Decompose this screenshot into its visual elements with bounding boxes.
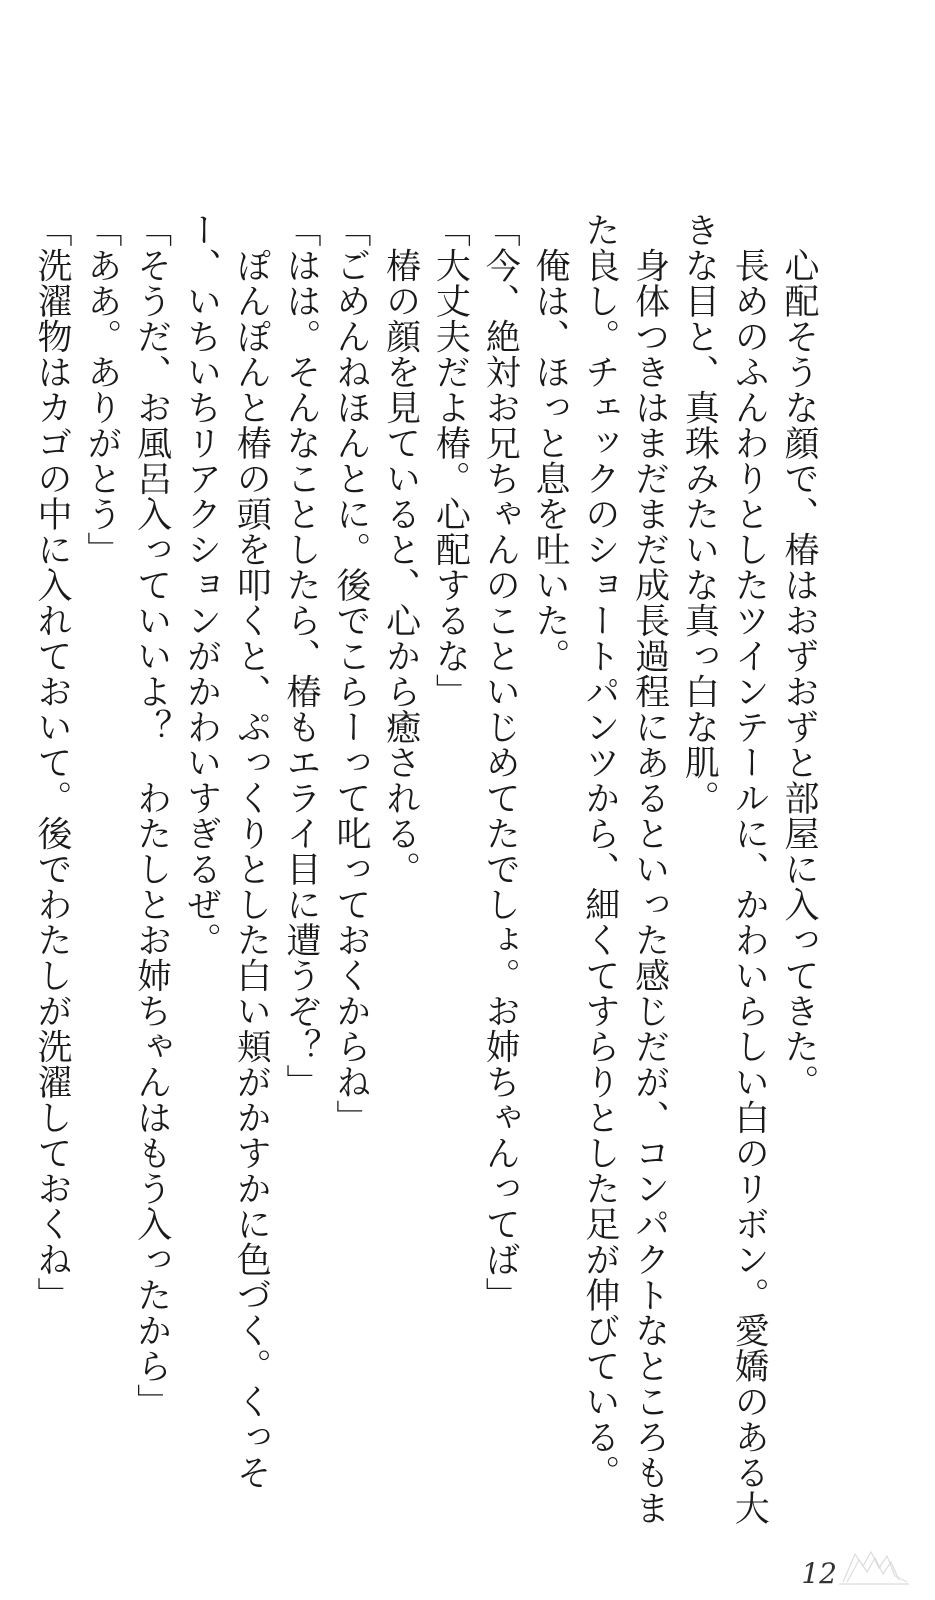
paragraph-8: 「ごめんねほんとに。後でこらーって叱っておくからね」: [330, 212, 371, 1135]
paragraph-7: 椿の顔を見ていると、心から癒される。: [380, 212, 421, 887]
paragraph-13: 「洗濯物はカゴの中に入れておいて。後でわたしが洗濯しておくね」: [32, 212, 73, 1313]
body-text: [26, 212, 823, 1532]
paragraph-5: 「今、絶対お兄ちゃんのこといじめてたでしょ。お姉ちゃんってば」: [480, 212, 521, 1313]
paragraph-1: 心配そうな顔で、椿はおずおずと部屋に入ってきた。: [779, 212, 819, 1100]
paragraph-12: 「ああ。ありがとう」: [81, 212, 122, 567]
paragraph-3: 身体つきはまだまだ成長過程にあるといった感じだが、コンパクトなところもまた良し。チェックのショートパンツから、細くてすらりとした足が伸びている。: [579, 212, 670, 1526]
corner-ornament-icon: [833, 1546, 913, 1586]
paragraph-11: 「そうだ、お風呂入っていいよ？ わたしとお姉ちゃんはもう入ったから」: [131, 212, 172, 1419]
paragraph-9: 「はは。そんなことしたら、椿もエライ目に遭うぞ？」: [281, 212, 322, 1100]
paragraph-10: ぽんぽんと椿の頭を叩くと、ぷっくりとした白い頬がかすかに色づく。くっそー、いちいちリアクションがかわいすぎるぜ。: [181, 212, 272, 1490]
page-number: 12: [801, 1557, 837, 1590]
paragraph-2: 長めのふんわりとしたツインテールに、かわいらしい白のリボン。愛嬌のある大きな目と、真珠みたいな真っ白な肌。: [679, 212, 770, 1526]
paragraph-6: 「大丈夫だよ椿。心配するな」: [430, 212, 471, 709]
paragraph-4: 俺は、ほっと息を吐いた。: [530, 212, 571, 674]
